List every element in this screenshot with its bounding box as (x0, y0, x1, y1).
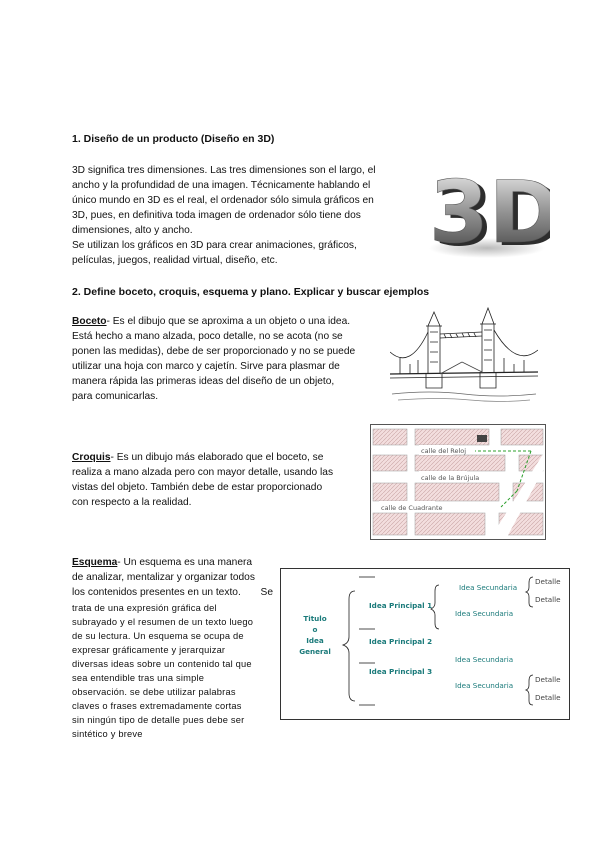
diagram-detail: Detalle (535, 675, 561, 684)
text-line: trata de una expresión gráfica del (72, 603, 217, 613)
diagram-detail: Detalle (535, 577, 561, 586)
text-line: sintético y breve (72, 729, 143, 739)
text-line: ponen las medidas), debe de ser proporcionado y no se puede (72, 346, 356, 357)
diagram-secondary: Idea Secundaria (455, 681, 514, 690)
esquema-term: Esquema (72, 557, 118, 568)
diagram-idea-1: Idea Principal 1 (369, 601, 433, 610)
text-line: claves o frases extremadamente cortas (72, 701, 242, 711)
diagram-idea-2: Idea Principal 2 (369, 637, 433, 646)
diagram-title-line: Idea General (299, 636, 331, 656)
diagram-detail: Detalle (535, 595, 561, 604)
diagram-detail: Detalle (535, 693, 561, 702)
text-line: ancho y la profundidad de una imagen. Técnicamente hablando el (72, 180, 371, 191)
text-line (72, 450, 372, 465)
text-line-part: los contenidos presentes en un texto. (72, 587, 241, 598)
section-1-paragraph (72, 163, 412, 268)
text-line: 3D significa tres dimensiones. Las tres dimensiones son el largo, el (72, 165, 376, 176)
text-line: vistas del objeto. También debe de estar proporcionado (72, 482, 323, 493)
text-line: sea entendible tras una simple (72, 673, 205, 683)
text-line: realiza a mano alzada pero con mayor detalle, usando las (72, 467, 334, 478)
boceto-term: Boceto (72, 316, 107, 327)
text-line: observación. se debe utilizar palabras (72, 687, 236, 697)
text-line (72, 585, 277, 600)
text-line: 3D, pues, en definitiva toda imagen de ordenador sólo tiene dos (72, 210, 361, 221)
bridge-sketch-image (390, 302, 538, 408)
diagram-title-line: o (312, 625, 318, 634)
croquis-term: Croquis (72, 452, 111, 463)
text-line: Está hecho a mano alzada, poco detalle, no se acota (no se (72, 331, 343, 342)
section-1-heading: 1. Diseño de un producto (Diseño en 3D) (72, 133, 275, 145)
text-line: con respecto a la realidad. (72, 497, 192, 508)
map-label: calle del Reloj (421, 447, 467, 455)
text-line: diversas ideas sobre un contenido tal que (72, 659, 252, 669)
text-line: manera rápida las primeras ideas del diseño de un objeto, (72, 376, 335, 387)
boceto-first-line: - Es el dibujo que se aproxima a un objeto o una idea. (106, 316, 351, 327)
3d-image-text: 3D (429, 163, 550, 260)
diagram-title-line: Titulo (303, 614, 327, 623)
diagram-title (295, 613, 335, 657)
diagram-idea-3: Idea Principal 3 (369, 667, 433, 676)
text-line: dimensiones, alto y ancho. (72, 225, 193, 236)
text-line: Se utilizan los gráficos en 3D para crear animaciones, gráficos, (72, 240, 357, 251)
diagram-secondary: Idea Secundaria (459, 583, 518, 592)
section-2-heading: 2. Define boceto, croquis, esquema y plano. Explicar y buscar ejemplos (72, 286, 430, 298)
map-label: calle de la Brújula (421, 474, 480, 482)
esquema-paragraph (72, 555, 277, 741)
text-line: de analizar, mentalizar y organizar todos (72, 572, 255, 583)
map-label: calle de Cuadrante (381, 504, 443, 512)
diagram-secondary: Idea Secundaria (455, 655, 514, 664)
text-line: subrayado y el resumen de un texto luego (72, 617, 254, 627)
text-line: de su lectura. Un esquema se ocupa de (72, 631, 244, 641)
text-line: películas, juegos, realidad virtual, diseño, etc. (72, 255, 278, 266)
text-line: único mundo en 3D es el real, el ordenador sólo simula gráficos en (72, 195, 374, 206)
boceto-paragraph (72, 314, 392, 404)
3d-image-shadow-text: 3D (434, 166, 550, 260)
esquema-diagram (280, 568, 570, 720)
text-line: utilizar una hoja con marco y cajetín. Sirve para plasmar de (72, 361, 340, 372)
text-line: sin ningún tipo de detalle pues debe ser (72, 715, 245, 725)
3d-image (425, 150, 550, 260)
street-map-image (370, 424, 546, 540)
croquis-paragraph (72, 450, 372, 510)
text-line: para comunicarlas. (72, 391, 159, 402)
text-line-part: Se (260, 587, 273, 598)
esquema-first-line: - Un esquema es una manera (117, 557, 253, 568)
croquis-first-line: - Es un dibujo más elaborado que el boceto, se (110, 452, 324, 463)
text-line: expresar gráficamente y jerarquizar (72, 645, 226, 655)
diagram-secondary: Idea Secundaria (455, 609, 514, 618)
text-line (72, 314, 392, 329)
text-line (72, 555, 277, 570)
